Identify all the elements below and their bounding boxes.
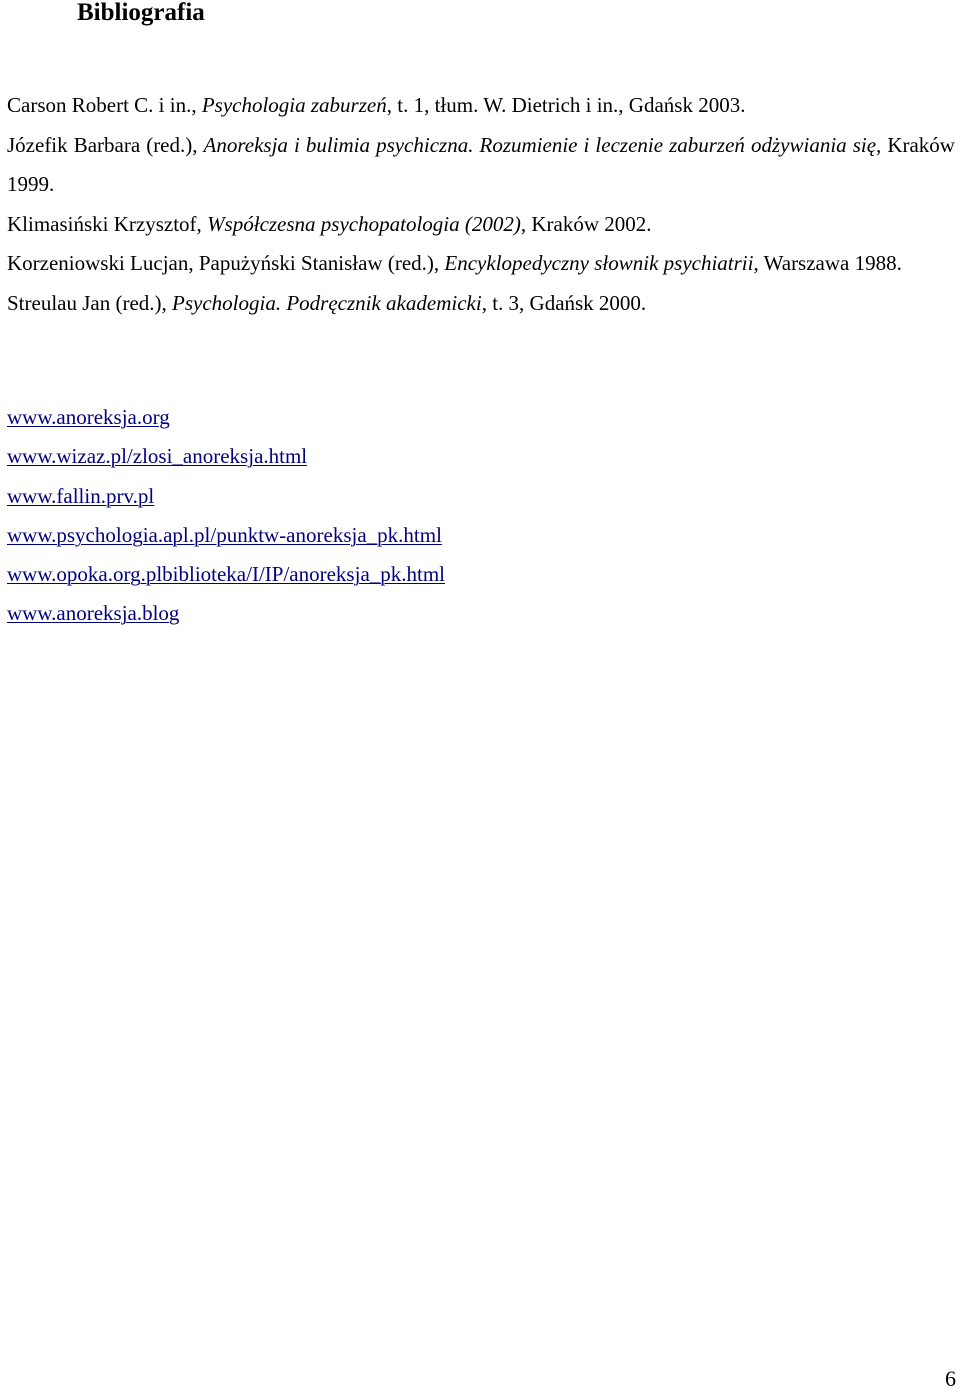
web-link[interactable]: www.psychologia.apl.pl/punktw-anoreksja_pk.html bbox=[7, 522, 442, 547]
reference-title: Współczesna psychopatologia (2002) bbox=[207, 211, 521, 236]
reference-title: Encyklopedyczny słownik psychiatrii bbox=[444, 251, 754, 275]
page-number: 6 bbox=[945, 1366, 956, 1391]
reference-text: Streulau Jan (red.), bbox=[7, 290, 173, 315]
web-link[interactable]: www.anoreksja.org bbox=[7, 405, 170, 429]
reference-entry bbox=[7, 244, 955, 284]
reference-title: Anoreksja i bulimia psychiczna. Rozumienie i leczenie zaburzeń odżywiania się bbox=[203, 132, 877, 157]
reference-text: , Warszawa 1988. bbox=[753, 251, 902, 275]
reference-title: Psychologia zaburzeń bbox=[201, 93, 387, 117]
reference-entry bbox=[7, 86, 955, 126]
reference-entry bbox=[7, 284, 955, 324]
references-list bbox=[7, 86, 955, 323]
reference-text: , Kraków 2002. bbox=[520, 211, 652, 236]
reference-title: Psychologia. Podręcznik akademicki bbox=[172, 290, 482, 315]
web-link[interactable]: www.opoka.org.plbiblioteka/I/IP/anoreksja_pk.html bbox=[7, 562, 446, 587]
reference-entry bbox=[7, 126, 955, 205]
reference-text: , Kraków 1999. bbox=[7, 132, 955, 196]
web-link[interactable]: www.wizaz.pl/zlosi_anoreksja.html bbox=[7, 444, 308, 469]
web-link[interactable]: www.fallin.prv.pl bbox=[7, 483, 155, 508]
reference-text: Korzeniowski Lucjan, Papużyński Stanisław (red.), bbox=[7, 251, 445, 275]
bibliography-heading: Bibliografia bbox=[77, 0, 205, 26]
web-link[interactable]: www.anoreksja.blog bbox=[7, 601, 180, 626]
reference-text: Klimasiński Krzysztof, bbox=[7, 211, 208, 236]
reference-text: Józefik Barbara (red.), bbox=[7, 132, 204, 157]
reference-text: , t. 1, tłum. W. Dietrich i in., Gdańsk 2003. bbox=[386, 93, 746, 117]
reference-text: , t. 3, Gdańsk 2000. bbox=[481, 290, 647, 315]
web-links-list bbox=[7, 398, 445, 634]
reference-text: Carson Robert C. i in., bbox=[7, 93, 202, 117]
reference-entry bbox=[7, 205, 955, 245]
